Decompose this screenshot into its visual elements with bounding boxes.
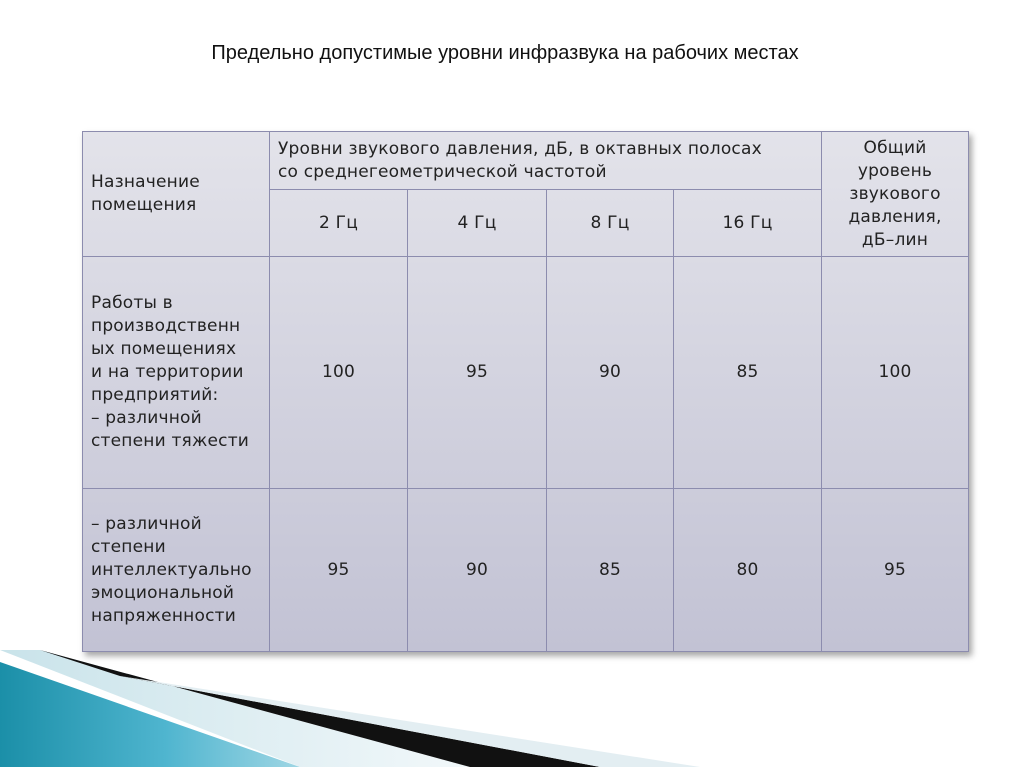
row-label-line: ых помещениях: [91, 339, 237, 359]
header-row: [83, 132, 969, 190]
value-cell: 95: [408, 257, 547, 489]
header-sound-levels: [270, 132, 822, 190]
header-destination: [83, 132, 270, 257]
light-stripe: [0, 650, 470, 767]
value-cell: 80: [674, 489, 822, 652]
row-label-line: степени тяжести: [91, 431, 250, 451]
freq-2hz: 2 Гц: [270, 190, 408, 257]
header-destination-line: Назначение: [91, 172, 200, 192]
pale-stripe: [120, 676, 700, 767]
row-label-intellectual-work: [83, 489, 270, 652]
freq-4hz: 4 Гц: [408, 190, 547, 257]
value-cell: 90: [547, 257, 674, 489]
value-cell: 90: [408, 489, 547, 652]
dark-stripe: [40, 650, 600, 767]
row-label-line: предприятий:: [91, 385, 219, 405]
infrasound-table: [82, 131, 969, 652]
row-label-line: степени: [91, 536, 166, 557]
header-levels-line: со среднегеометрической частотой: [278, 161, 607, 182]
row-label-line: производственн: [91, 316, 241, 336]
header-total-level: [822, 132, 969, 257]
value-cell: 100: [270, 257, 408, 489]
header-levels-line: Уровни звукового давления, дБ, в октавных полосах: [278, 138, 762, 159]
row-label-line: – различной: [91, 408, 202, 428]
teal-stripe: [0, 662, 300, 767]
header-total-line: давления,: [848, 206, 942, 227]
header-total-line: дБ–лин: [861, 229, 929, 250]
row-label-line: интеллектуально: [91, 559, 252, 580]
header-total-line: звукового: [849, 183, 941, 204]
row-label-line: эмоциональной: [91, 582, 235, 603]
total-cell: 100: [822, 257, 969, 489]
freq-16hz: 16 Гц: [674, 190, 822, 257]
header-total-line: Общий: [863, 137, 927, 158]
page-title: Предельно допустимые уровни инфразвука на рабочих местах: [211, 42, 799, 64]
row-label-line: – различной: [91, 513, 202, 534]
freq-8hz: 8 Гц: [547, 190, 674, 257]
row-label-line: напряженности: [91, 605, 236, 626]
row-label-line: Работы в: [91, 293, 173, 313]
row-label-line: и на территории: [91, 362, 244, 382]
row-label-physical-work: [83, 257, 270, 489]
table-row: [83, 489, 969, 652]
value-cell: 95: [270, 489, 408, 652]
limits-table: [82, 131, 969, 652]
total-cell: 95: [822, 489, 969, 652]
header-total-line: уровень: [857, 160, 933, 181]
table-row: [83, 257, 969, 489]
header-destination-line: помещения: [91, 195, 197, 215]
value-cell: 85: [547, 489, 674, 652]
value-cell: 85: [674, 257, 822, 489]
